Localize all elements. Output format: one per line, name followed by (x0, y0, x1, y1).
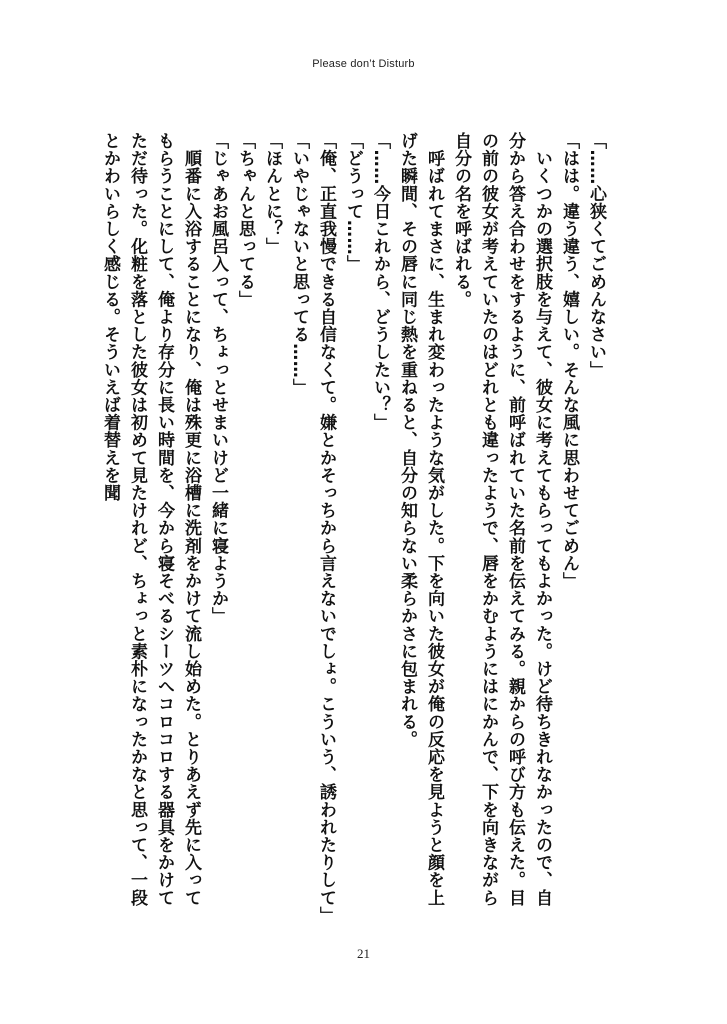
paragraph-3: いくつかの選択肢を与えて、彼女に考えてもらってもよかった。けど待ちきれなかったので、自分から答え合わせをするように、前呼ばれていた名前を伝えてみる。親からの呼び方も伝えた。目の前の彼女が考えていたのはどれとも違ったようで、唇をかむようにはにかんで、下を向きながら自分の名を呼ばれる。 (451, 132, 552, 907)
paragraph-7: 「俺、正直我慢できる自信なくて。嫌とかそっちから言えないでしょ。こういう、誘われたりして」 (316, 132, 336, 924)
paragraph-4: 呼ばれてまさに、生まれ変わったような気がした。下を向いた彼女が俺の反応を見ようと顔を上げた瞬間、その唇に同じ熱を重ねると、自分の知らない柔らかさに包まれる。 (397, 132, 444, 907)
paragraph-8: 「いやじゃないと思ってる……」 (289, 132, 309, 396)
paragraph-2: 「はは。違う違う、嬉しい。そんな風に思わせてごめん」 (559, 132, 579, 590)
paragraph-12: 順番に入浴することになり、俺は殊更に浴槽に洗剤をかけて流し始めた。とりあえず先に入ってもらうことにして、俺より存分に長い時間を、今から寝そべるシーツへコロコロする器具をかけてただ待った。化粧を落とした彼女は初めて見たけれど、ちょっと素朴になったかなと思って、一段とかわいらしく感じる。そういえば着替えを聞 (100, 132, 201, 907)
paragraph-10: 「ちゃんと思ってる」 (235, 132, 255, 308)
paragraph-11: 「じゃあお風呂入って、ちょっとせまいけど一緒に寝ようか」 (208, 132, 228, 625)
paragraph-6: 「どうって……」 (343, 132, 363, 273)
page-number: 21 (357, 946, 370, 961)
paragraph-5: 「……今日これから、どうしたい？」 (370, 132, 390, 432)
paragraph-9: 「ほんとに？」 (262, 132, 282, 256)
paragraph-1: 「……心狭くてごめんなさい」 (586, 132, 606, 379)
running-header-title: Please don’t Disturb (312, 58, 415, 70)
vertical-body-text (96, 132, 609, 922)
